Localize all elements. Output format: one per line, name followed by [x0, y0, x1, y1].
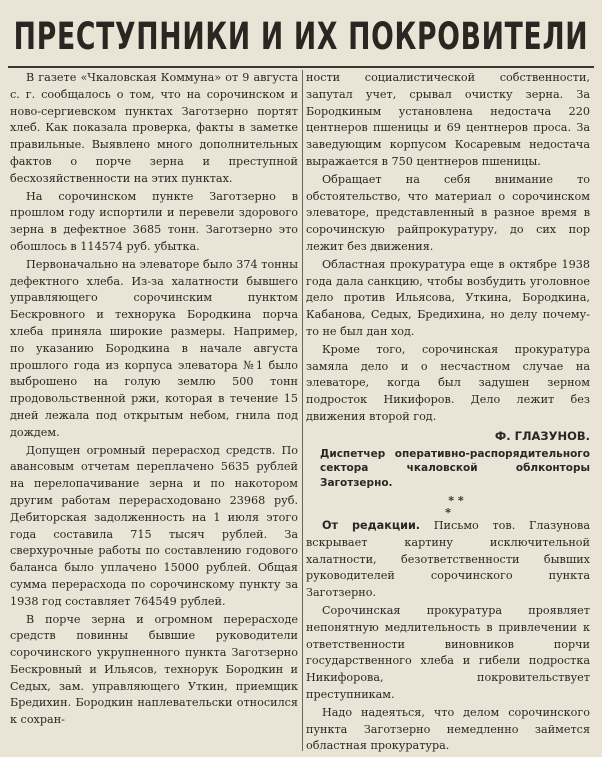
- paragraph: В газете «Чкаловская Коммуна» от 9 августа с. г. сообщалось о том, что на сорочинском и ново-сергиевском пунктах Заготзерно портят хлеб. Как показала проверка, факты в заметке правильные. Выявлено много дополнительных фактов о порче зерна и преступной бесхозяйственности на этих пунктах.: [10, 71, 298, 185]
- editorial-paragraph: [306, 518, 590, 602]
- paragraph: На сорочинском пункте Заготзерно в прошлом году испортили и перевели здорового зерна в дефектное 3685 тонн. Заготзерно это обошлось в 114574 руб. убытка.: [10, 189, 298, 253]
- right-column: [306, 70, 590, 753]
- editorial-label: От редакции.: [322, 519, 421, 533]
- paragraph: В порче зерна и огромном перерасходе средств повинны бывшие руководители сорочинского укрупненного пункта Заготзерно Бескровный и Ильясов, технорук Бородкин и Седых, зам. управляющего Уткин, приемщик Бредихин. Бородкин наплевательски относился к сохран-: [10, 612, 298, 727]
- headline-rule: [8, 66, 594, 68]
- column-divider: [302, 70, 303, 751]
- paragraph: Областная прокуратура еще в октябре 1938 года дала санкцию, чтобы возбудить уголовное дело против Ильясова, Уткина, Бородкина, Кабанова, Седых, Бредихина, но делу почему-то не был дан ход.: [306, 257, 590, 338]
- left-column: [10, 70, 298, 753]
- editorial-paragraph: Сорочинская прокуратура проявляет непонятную медлительность в привлечении к ответственности виновников порчи государственного хлеба и гибели подростка Никифорова, покровительствует преступникам.: [306, 604, 590, 701]
- paragraph: Допущен огромный перерасход средств. По авансовым отчетам переплачено 5635 рублей на перелопачивание зерна и по накотором другим работам перерасходовано 23968 руб. Дебиторская задолженность на 1 июля этого года составила 715 тысяч рублей. За сверхурочные работы по составлению годового баланса было уплачено 15000 рублей. Общая сумма перерасхода по сорочинскому пункту за 1938 год составляет 764549 рублей.: [10, 443, 298, 608]
- paragraph: ности социалистической собственности, запутал учет, срывал очистку зерна. За Бородкиным установлена недостача 220 центнеров пшеницы и 69 центнеров проса. За заведующим корпусом Косаревым недостача выражается в 750 центнеров пшеницы.: [306, 71, 590, 168]
- editorial-paragraph: Надо надеяться, что делом сорочинского пункта Заготзерно немедленно займется областная прокуратура.: [306, 705, 590, 753]
- paragraph: Кроме того, сорочинская прокуратура замяла дело и о несчастном случае на элеваторе, когда был задушен зерном подросток Никифоров. Дело лежит без движения второй год.: [306, 342, 590, 423]
- paragraph: Обращает на себя внимание то обстоятельство, что материал о сорочинском элеваторе, представленный в разное время в сорочинскую райпрокуратуру, до сих пор лежит без движения.: [306, 172, 590, 253]
- editorial-text: Письмо тов. Глазунова вскрывает картину исключительной халатности, безответственности бывших руководителей сорочинского пункта Заготзерно.: [306, 519, 590, 600]
- signature-name: Ф. ГЛАЗУНОВ.: [494, 428, 590, 443]
- article-headline: ПРЕСТУПНИКИ И ИХ ПОКРОВИТЕЛИ: [13, 14, 589, 58]
- paragraph: Первоначально на элеваторе было 374 тонны дефектного хлеба. Из-за халатности бывшего управляющего сорочинским пунктом Бескровного и технорука Бородкина порча хлеба приняла широкие размеры. Например, по указанию Бородкина в начале августа прошлого года из корпуса элеватора №1 было выброшено на голую землю 500 тонн продовольственной ржи, которая в течение 15 дней лежала под открытым небом, гнила под дождем.: [10, 257, 298, 439]
- section-separator: * * *: [445, 493, 464, 520]
- signature-role: Диспетчер оперативно-распорядительного сектора чкаловской облконторы Заготзерно.: [320, 447, 590, 489]
